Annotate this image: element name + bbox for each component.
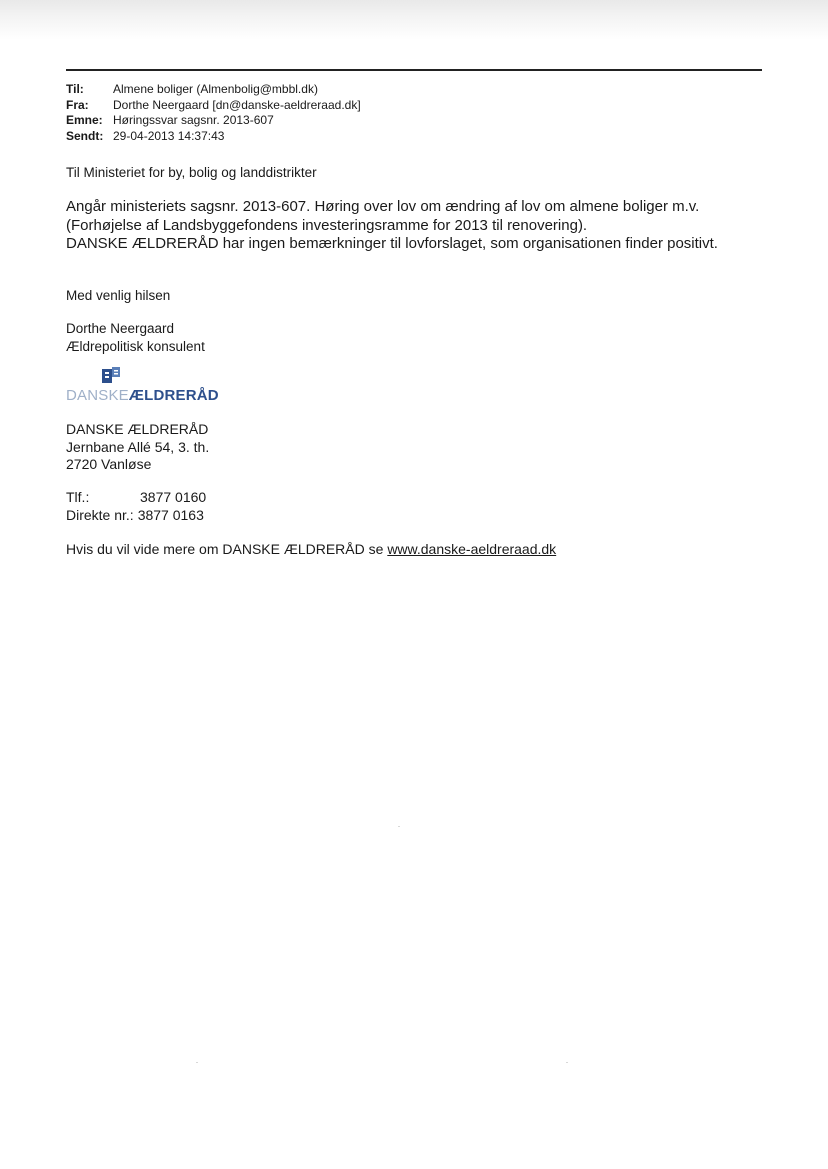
signature-name: Dorthe Neergaard bbox=[66, 321, 175, 336]
subject-value: Høringssvar sagsnr. 2013-607 bbox=[113, 113, 274, 127]
header-to-row bbox=[66, 82, 361, 98]
tlf-label: Tlf.: bbox=[66, 489, 90, 505]
header-from-row bbox=[66, 98, 361, 114]
address-city: 2720 Vanløse bbox=[66, 456, 152, 472]
greeting: Til Ministeriet for by, bolig og landdistrikter bbox=[66, 165, 317, 180]
phone-block bbox=[66, 489, 206, 524]
address-block bbox=[66, 421, 209, 474]
logo-wordmark bbox=[66, 387, 219, 404]
scan-speck bbox=[196, 1062, 198, 1063]
direct-value: 3877 0163 bbox=[137, 506, 204, 523]
signature bbox=[66, 320, 205, 356]
body-line-2: (Forhøjelse af Landsbyggefondens investeringsramme for 2013 til renovering). bbox=[66, 216, 588, 234]
email-header bbox=[66, 82, 361, 144]
header-subject-row bbox=[66, 113, 361, 129]
header-sent-row bbox=[66, 129, 361, 145]
to-label: Til: bbox=[66, 82, 84, 96]
more-info-line bbox=[66, 540, 556, 558]
sent-label: Sendt: bbox=[66, 128, 104, 143]
organization-logo bbox=[66, 367, 226, 407]
sent-value: 29-04-2013 14:37:43 bbox=[113, 128, 225, 143]
header-divider bbox=[66, 69, 762, 71]
scan-edge-shadow bbox=[0, 0, 828, 40]
scan-speck bbox=[566, 1062, 568, 1063]
subject-label: Emne: bbox=[66, 113, 103, 127]
body-paragraph bbox=[66, 198, 718, 254]
closing: Med venlig hilsen bbox=[66, 288, 171, 303]
address-street: Jernbane Allé 54, 3. th. bbox=[66, 438, 210, 455]
body-line-3: DANSKE ÆLDRERÅD har ingen bemærkninger til lovforslaget, som organisationen finder positivt. bbox=[66, 235, 718, 252]
from-label: Fra: bbox=[66, 97, 89, 112]
phone-tlf-row bbox=[66, 489, 206, 507]
direct-label: Direkte nr.: bbox=[66, 506, 134, 523]
more-info-text: Hvis du vil vide mere om DANSKE ÆLDRERÅD se bbox=[66, 541, 388, 557]
website-link[interactable]: www.danske-aeldreraad.dk bbox=[387, 541, 557, 557]
phone-direct-row bbox=[66, 507, 206, 525]
tlf-value: 3877 0160 bbox=[140, 489, 207, 505]
from-value: Dorthe Neergaard [dn@danske-aeldreraad.dk] bbox=[113, 97, 361, 112]
to-value: Almene boliger (Almenbolig@mbbl.dk) bbox=[113, 82, 318, 96]
scan-speck bbox=[398, 826, 400, 827]
body-line-1: Angår ministeriets sagsnr. 2013-607. Høring over lov om ændring af lov om almene boliger m.v. bbox=[66, 198, 700, 215]
address-org: DANSKE ÆLDRERÅD bbox=[66, 421, 209, 437]
signature-title: Ældrepolitisk konsulent bbox=[66, 339, 205, 354]
logo-text-light: DANSKE bbox=[66, 387, 129, 404]
logo-mark-icon bbox=[102, 367, 122, 385]
logo-text-dark: ÆLDRERÅD bbox=[128, 387, 219, 404]
